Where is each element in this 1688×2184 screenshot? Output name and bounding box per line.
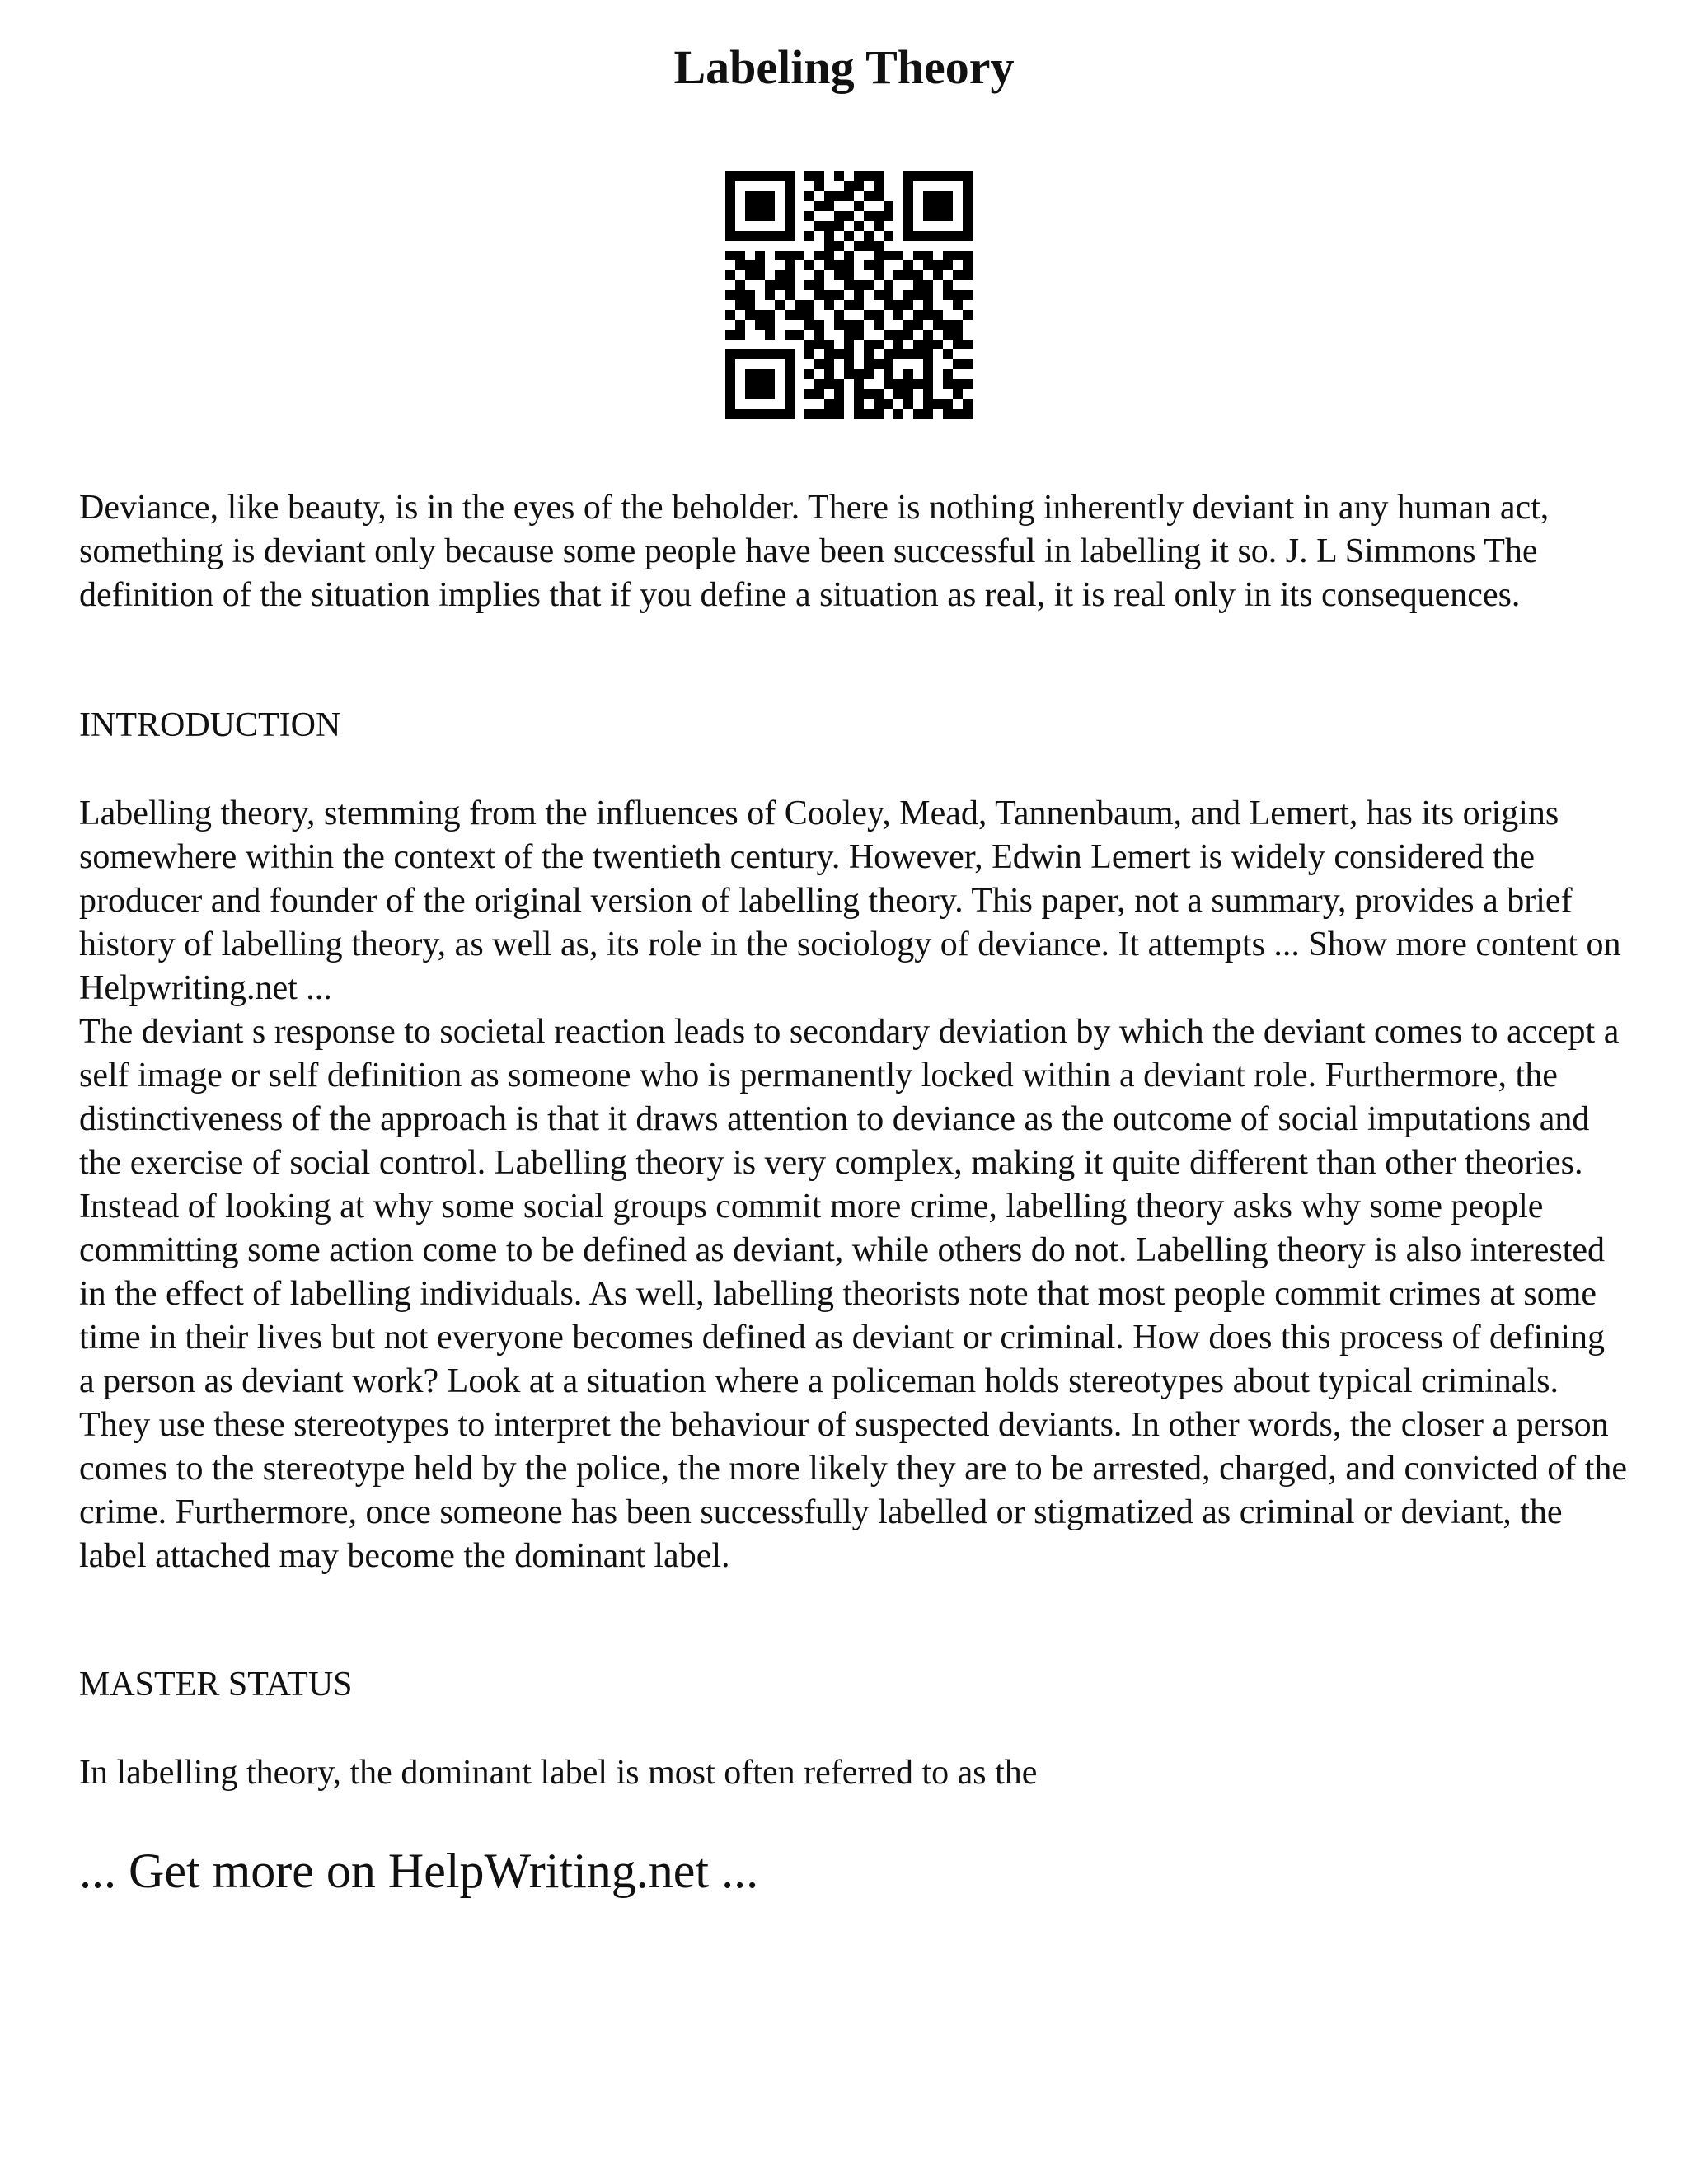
intro-quote-paragraph: Deviance, like beauty, is in the eyes of the beholder. There is nothing inherently deviant in any human act, something is deviant only because some people have been successful in labelling it so. J. L Simmons The definition of the situation implies that if you define a situation as real, it is real only in its consequences. [79,489,1550,614]
master-status-paragraph: In labelling theory, the dominant label is most often referred to as the [79,1754,1038,1792]
master-status-heading: MASTER STATUS [79,1666,353,1704]
introduction-heading: INTRODUCTION [79,706,341,744]
page-title: Labeling Theory [673,40,1015,94]
get-more-link[interactable]: ... Get more on HelpWriting.net ... [79,1844,759,1898]
introduction-paragraph: Labelling theory, stemming from the influences of Cooley, Mead, Tannenbaum, and Lemert, has its origins somewhere within the context of the twentieth century. However, Edwin Lemert is widely considered the producer and founder of the original version of labelling theory. This paper, not a summary, provides a brief history of labelling theory, as well as, its role in the sociology of deviance. It attempts ... Show more content on Helpwriting.net ... [79,794,1621,1007]
qr-code-icon [725,171,973,419]
main-body-paragraph: The deviant s response to societal reaction leads to secondary deviation by which the deviant comes to accept a self image or self definition as someone who is permanently locked within a deviant role. Furthermore, the distinctiveness of the approach is that it draws attention to deviance as the outcome of social imputations and the exercise of social control. Labelling theory is very complex, making it quite different than other theories. Instead of looking at why some social groups commit more crime, labelling theory asks why some people committing some action come to be defined as deviant, while others do not. Labelling theory is also interested in the effect of labelling individuals. As well, labelling theorists note that most people commit crimes at some time in their lives but not everyone becomes defined as deviant or criminal. How does this process of defining a person as deviant work? Look at a situation where a policeman holds stereotypes about typical criminals. They use these stereotypes to interpret the behaviour of suspected deviants. In other words, the closer a person comes to the stereotype held by the police, the more likely they are to be arrested, charged, and convicted of the crime. Furthermore, once someone has been successfully labelled or stigmatized as criminal or deviant, the label attached may become the dominant label. [79,1013,1628,1575]
